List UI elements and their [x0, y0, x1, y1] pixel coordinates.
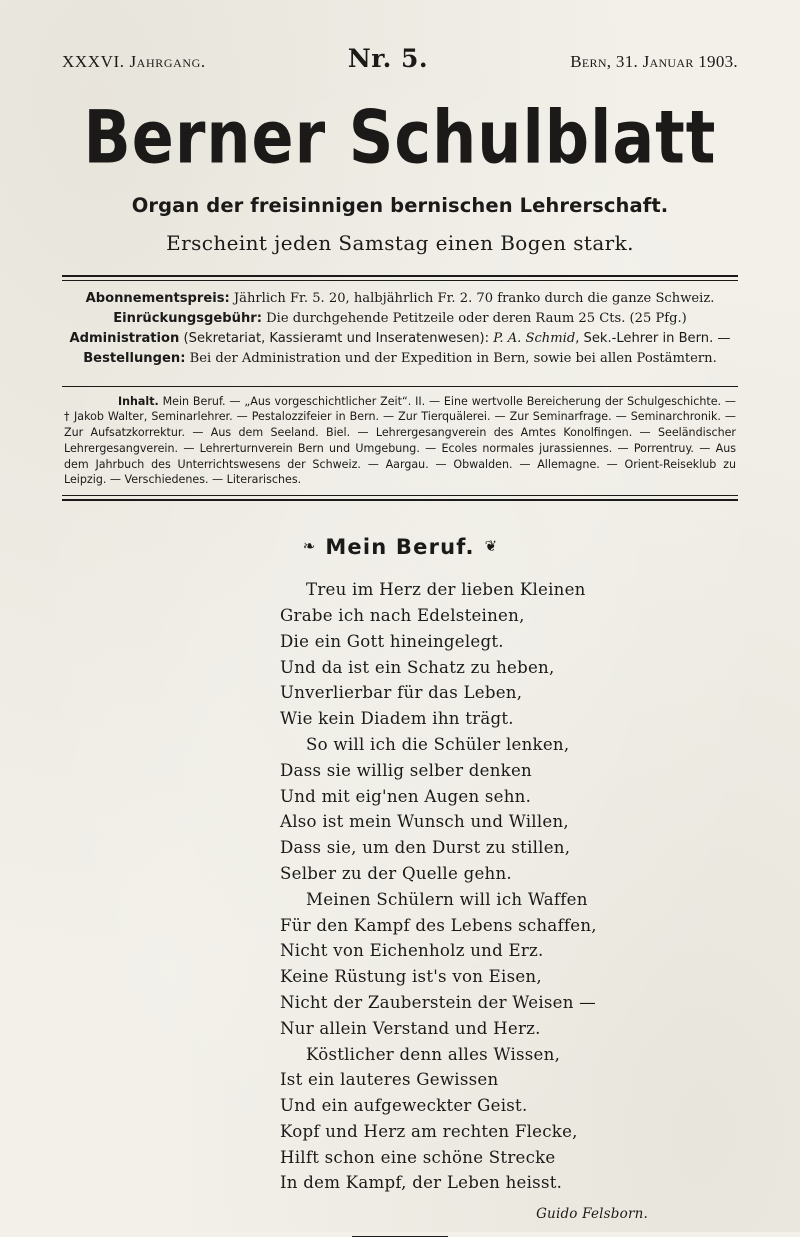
admin-name: P. A. Schmid: [493, 330, 576, 346]
advertising-line: [64, 309, 736, 329]
price-line: [64, 289, 736, 309]
article-title-row: [62, 535, 738, 559]
poem-line: Für den Kampf des Lebens schaffen,: [280, 915, 597, 935]
poem-body: [62, 577, 738, 1196]
poem-line: Wie kein Diadem ihn trägt.: [280, 709, 514, 729]
masthead-topline: [62, 44, 738, 73]
poem-line: Selber zu der Quelle gehn.: [280, 863, 512, 883]
admin-role: , Sek.-Lehrer in Bern. —: [575, 330, 731, 346]
poem-line: Nicht von Eichenholz und Erz.: [280, 941, 544, 961]
poem-stanza: [280, 577, 738, 732]
divider-double-bottom: [62, 495, 738, 501]
poem-line: Die ein Gott hineingelegt.: [280, 631, 504, 651]
masthead-tagline: Erscheint jeden Samstag einen Bogen stark.: [166, 231, 634, 256]
poem-line: In dem Kampf, der Leben heisst.: [280, 1173, 563, 1193]
issue-number: Nr. 5.: [347, 44, 429, 73]
administration-line: [64, 329, 736, 369]
ornament-right-icon: ❦: [484, 537, 498, 556]
orders-label: Bestellungen:: [83, 350, 186, 366]
poem-line: So will ich die Schüler lenken,: [306, 734, 570, 754]
poem-line: Keine Rüstung ist's von Eisen,: [280, 967, 542, 987]
poem-line: Ist ein lauteres Gewissen: [280, 1070, 499, 1090]
poem-line: Nicht der Zauberstein der Weisen —: [280, 992, 597, 1012]
poem-line: Köstlicher denn alles Wissen,: [306, 1044, 561, 1064]
page-title: Berner Schulblatt: [83, 94, 717, 181]
contents-text: Mein Beruf. — „Aus vorgeschichtlicher Zeit“. II. — Eine wertvolle Bereicherung der Schulgeschichte. — † Jakob Walter, Seminarlehrer. — Pestalozzifeier in Bern. — Zur Tierquälerei. — Zur Seminarfrage. — Seminarchronik. — Zur Aufsatzkorrektur. — Aus dem Seeland. Biel. — Lehrergesangverein des Amtes Konolfingen. — Seeländischer Lehrergesangverein. — Lehrerturnverein Bern und Umgebung. — Ecoles normales jurassiennes. — Porrentruy. — Aus dem Jahrbuch des Unterrichtswesens der Schweiz. — Aargau. — Obwalden. — Allemagne. — Orient-Reiseklub zu Leipzig. — Verschiedenes. — Literarisches.: [64, 394, 736, 487]
poem-stanza: [280, 1042, 738, 1197]
poem-line: Treu im Herz der lieben Kleinen: [306, 580, 586, 600]
poem-line: Dass sie willig selber denken: [280, 760, 532, 780]
ad-text: Die durchgehende Petitzeile oder deren Raum 25 Cts. (25 Pfg.): [266, 310, 687, 326]
article-title: Mein Beruf.: [325, 535, 475, 560]
volume-label: XXXVI. Jahrgang.: [62, 52, 206, 71]
poem-line: Dass sie, um den Durst zu stillen,: [280, 838, 571, 858]
poem-stanza: [280, 887, 738, 1042]
poem-line: Grabe ich nach Edelsteinen,: [280, 605, 525, 625]
poem-line: Nur allein Verstand und Herz.: [280, 1018, 541, 1038]
ad-label: Einrückungsgebühr:: [113, 310, 262, 326]
subscription-info: [62, 281, 738, 377]
poem-stanza: [280, 732, 738, 887]
place-and-date: Bern, 31. Januar 1903.: [570, 52, 738, 71]
price-text: Jährlich Fr. 5. 20, halbjährlich Fr. 2. 70 franko durch die ganze Schweiz.: [233, 291, 715, 307]
poem-line: Unverlierbar für das Leben,: [280, 683, 523, 703]
admin-label: Administration: [69, 330, 180, 346]
poem-line: Meinen Schülern will ich Waffen: [306, 889, 588, 909]
orders-text: Bei der Administration und der Expedition in Bern, sowie bei allen Postämtern.: [189, 350, 717, 366]
table-of-contents: [62, 387, 738, 496]
price-label: Abonnementspreis:: [85, 291, 230, 307]
poem-line: Und ein aufgeweckter Geist.: [280, 1096, 528, 1116]
poem-signature: Guido Felsborn.: [536, 1206, 648, 1223]
poem-line: Hilft schon eine schöne Strecke: [280, 1147, 556, 1167]
contents-label: Inhalt.: [118, 394, 159, 408]
poem-line: Und da ist ein Schatz zu heben,: [280, 657, 555, 677]
masthead-subtitle: Organ der freisinnigen bernischen Lehrerschaft.: [131, 194, 669, 218]
poem-line: Also ist mein Wunsch und Willen,: [280, 812, 569, 832]
poem-line: Und mit eig'nen Augen sehn.: [280, 786, 532, 806]
poem-line: Kopf und Herz am rechten Flecke,: [280, 1121, 578, 1141]
admin-text: (Sekretariat, Kassieramt und Inseratenwesen):: [183, 330, 490, 346]
ornament-left-icon: ❧: [302, 537, 316, 556]
